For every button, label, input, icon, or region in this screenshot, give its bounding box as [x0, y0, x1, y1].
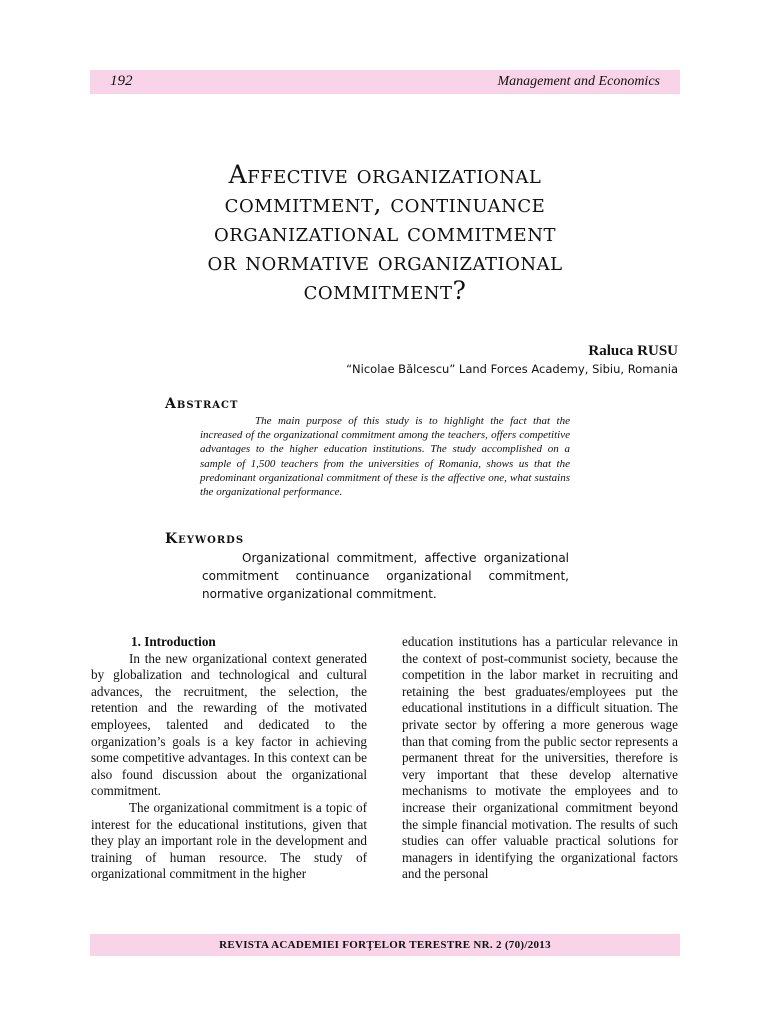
- title-line: or normative organizational: [207, 247, 563, 276]
- page-footer: REVISTA ACADEMIEI FORȚELOR TERESTRE NR. 2 (70)/2013: [90, 934, 680, 956]
- body-paragraph: The organizational commitment is a topic of interest for the educational institutions, given that they play an important role in the development and training of human resource. The study of organizational commitment in the higher: [91, 799, 367, 882]
- title-line: commitment, continuance: [224, 189, 546, 218]
- body-paragraph: In the new organizational context generated by globalization and technological and cultural advances, the recruitment, the selection, the retention and the rewarding of the motivated employees, talented and dedicated to the organization’s goals is a key factor in achieving some competitive advantages. In this context can be also found discussion about the organizational commitment.: [91, 650, 367, 799]
- keywords-text: Organizational commitment, affective organizational commitment continuance organizational commitment, normative organizational commitment.: [202, 551, 569, 601]
- body-column-left: [91, 634, 367, 883]
- body-paragraph: education institutions has a particular relevance in the context of post-communist society, because the competition in the labor market in recruiting and retaining the best graduates/employees put the educational institutions in a difficult situation. The private sector by offering a more generous wage than that coming from the public sector represents a permanent threat for the universities, therefore is very important that these develop alternative mechanisms to motivate the employees and to increase their organizational commitment beyond the simple financial motivation. The results of such studies can offer valuable practical solutions for managers in identifying the organizational factors and the personal: [402, 634, 678, 882]
- author-name: Raluca RUSU: [588, 343, 678, 359]
- title-line: commitment?: [303, 276, 467, 305]
- keywords-heading: Keywords: [165, 531, 245, 547]
- body-column-right: [402, 634, 678, 883]
- article-title: [100, 160, 670, 305]
- title-line: organizational commitment: [214, 218, 556, 247]
- page-header: [90, 70, 680, 94]
- title-line: Affective organizational: [228, 160, 542, 189]
- author-affiliation: “Nicolae Bălcescu” Land Forces Academy, Sibiu, Romania: [346, 362, 678, 376]
- abstract-heading: Abstract: [165, 396, 239, 412]
- abstract-text: The main purpose of this study is to highlight the fact that the increased of the organizational commitment among the teachers, offers competitive advantages to the higher education institutions. The study accomplished on a sample of 1,500 teachers from the universities of Romania, shows us that the predominant organizational commitment of these is the affective one, what sustains the organizational performance.: [200, 415, 570, 499]
- section-heading-introduction: 1. Introduction: [131, 634, 216, 649]
- page-number: 192: [110, 73, 133, 89]
- journal-section-name: Management and Economics: [497, 74, 660, 89]
